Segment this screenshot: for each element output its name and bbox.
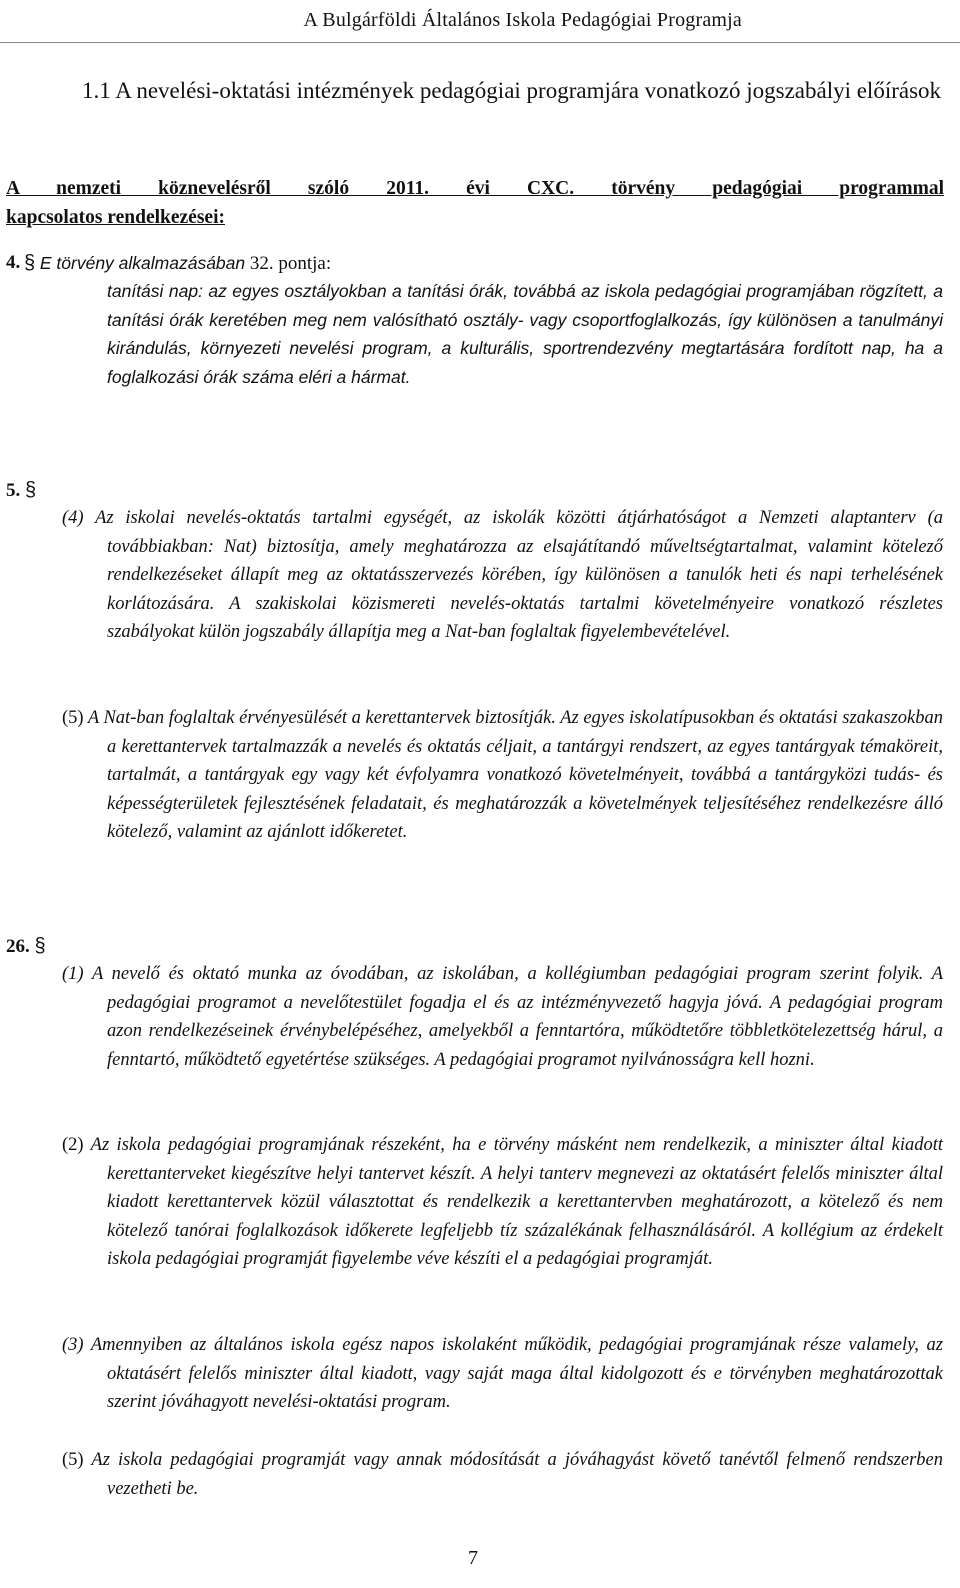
paragraph-label: (5) bbox=[62, 1450, 84, 1470]
paragraph-label: (5) bbox=[62, 708, 84, 728]
section-4-lead bbox=[24, 249, 331, 279]
section-5-paragraph-5 bbox=[62, 704, 943, 847]
section-sign: § bbox=[34, 935, 46, 957]
section-4-lead-plain: 32. pontja: bbox=[249, 253, 332, 274]
running-header: A Bulgárföldi Általános Iskola Pedagógiai Programja bbox=[303, 9, 742, 31]
paragraph-label: (2) bbox=[62, 1135, 84, 1155]
paragraph-text: A nevelő és oktató munka az óvodában, az iskolában, a kollégiumban pedagógiai program szerint folyik. A pedagógiai programot a nevelőtestület fogadja el és az intézményvezető hagyja jóvá. A pedagógiai program azon rendelkezéseinek érvénybelépéséhez, amelyekből a fenntartóra, működtetőre többletkötelezettség hárul, a fenntartó, működtető egyetértése szükséges. A pedagógiai programot nyilvánosságra kell hozni. bbox=[91, 964, 943, 1070]
section-26-paragraph-5 bbox=[62, 1446, 943, 1503]
section-sign: § bbox=[24, 252, 36, 274]
section-heading bbox=[6, 74, 944, 107]
paragraph-text: Az iskola pedagógiai programját vagy annak módosítását a jóváhagyást követő tanévtől felmenő rendszerben vezetheti be. bbox=[91, 1450, 943, 1499]
paragraph-text: Amennyiben az általános iskola egész napos iskolaként működik, pedagógiai programjának része valamely, az oktatásért felelős miniszter által kiadott, vagy saját maga által kidolgozott és e törvényben meghatározottak szerint jóváhagyott nevelési-oktatási program. bbox=[90, 1335, 943, 1413]
law-title bbox=[6, 174, 944, 232]
paragraph-label: (4) bbox=[62, 508, 84, 528]
paragraph-text: Az iskolai nevelés-oktatás tartalmi egységét, az iskolák közötti átjárhatóságot a Nemzeti alaptanterv (a továbbiakban: Nat) biztosítja, amely meghatározza az elsajátítandó műveltségtartalmat, valamint kötelező rendelkezéseket állapít meg az oktatásszervezés körében, így különösen a tanulók heti és napi terhelésének korlátozására. A szakiskolai közismereti nevelés-oktatás tartalmi követelményeire vonatkozó részletes szabályokat külön jogszabály állapítja meg a Nat-ban foglaltak figyelembevételével. bbox=[95, 508, 943, 643]
section-26-number bbox=[6, 932, 46, 962]
section-26-num-text: 26. bbox=[6, 936, 30, 957]
section-sign: § bbox=[25, 479, 37, 501]
paragraph-text: A Nat-ban foglaltak érvényesülését a kerettantervek biztosítják. Az egyes iskolatípusokban és oktatási szakaszokban a kerettantervek tartalmazzák a nevelés és oktatás céljait, a tantárgyi rendszert, az egyes tantárgyak témaköreit, tartalmát, a tantárgyak egy vagy két évfolyamra vonatkozó követelményeit, továbbá a tantárgyközi tudás- és képességterületek fejlesztésének feladatait, és meghatározzák a követelmények teljesítéséhez rendelkezésre álló kötelező, valamint az ajánlott időkeretet. bbox=[87, 708, 943, 843]
section-26-paragraph-1 bbox=[62, 960, 943, 1074]
section-26-paragraph-2 bbox=[62, 1131, 943, 1274]
paragraph-label: (1) bbox=[62, 964, 84, 984]
page-number: 7 bbox=[468, 1547, 478, 1569]
section-4-num-text: 4. bbox=[6, 252, 21, 273]
section-4-lead-italic: E törvény alkalmazásában bbox=[39, 253, 246, 273]
section-4-definition: tanítási nap: az egyes osztályokban a tanítási órák, továbbá az iskola pedagógiai programjában rögzített, a tanítási órák keretében meg nem valósítható osztály- vagy csoportfoglalkozás, így különösen a tanulmányi kirándulás, környezeti nevelési program, a kulturális, sportrendezvény megtartására fordított nap, ha a foglalkozási órák száma eléri a hármat. bbox=[107, 281, 943, 387]
paragraph-label: (3) bbox=[62, 1335, 84, 1355]
header-divider bbox=[0, 42, 960, 43]
law-title-line-2: kapcsolatos rendelkezései: bbox=[6, 207, 225, 228]
section-26-paragraph-3 bbox=[62, 1331, 943, 1417]
section-5-paragraph-4 bbox=[62, 504, 943, 647]
law-title-line-1: A nemzeti köznevelésről szóló 2011. évi CXC. törvény pedagógiai programmal bbox=[6, 178, 944, 199]
paragraph-text: Az iskola pedagógiai programjának részeként, ha e törvény másként nem rendelkezik, a miniszter által kiadott kerettanterveket kiegészítve helyi tantervet készít. A helyi tanterv megnevezi az oktatásért felelős miniszter által kiadott kerettantervek közül választottat és rendelkezik a kerettantervben meghatározott, a kötelező és nem kötelező tanórai foglalkozások időkerete legfeljebb tíz százalékának felhasználásáról. A kollégium az érdekelt iskola pedagógiai programját figyelembe véve készíti el a pedagógiai programját. bbox=[90, 1135, 943, 1270]
heading-text: A nevelési-oktatási intézmények pedagógiai programjára vonatkozó jogszabályi előírások bbox=[115, 78, 942, 103]
heading-number: 1.1 bbox=[82, 78, 111, 103]
section-4-number bbox=[6, 249, 20, 278]
section-5-num-text: 5. bbox=[6, 480, 21, 501]
section-5-number bbox=[6, 476, 36, 506]
